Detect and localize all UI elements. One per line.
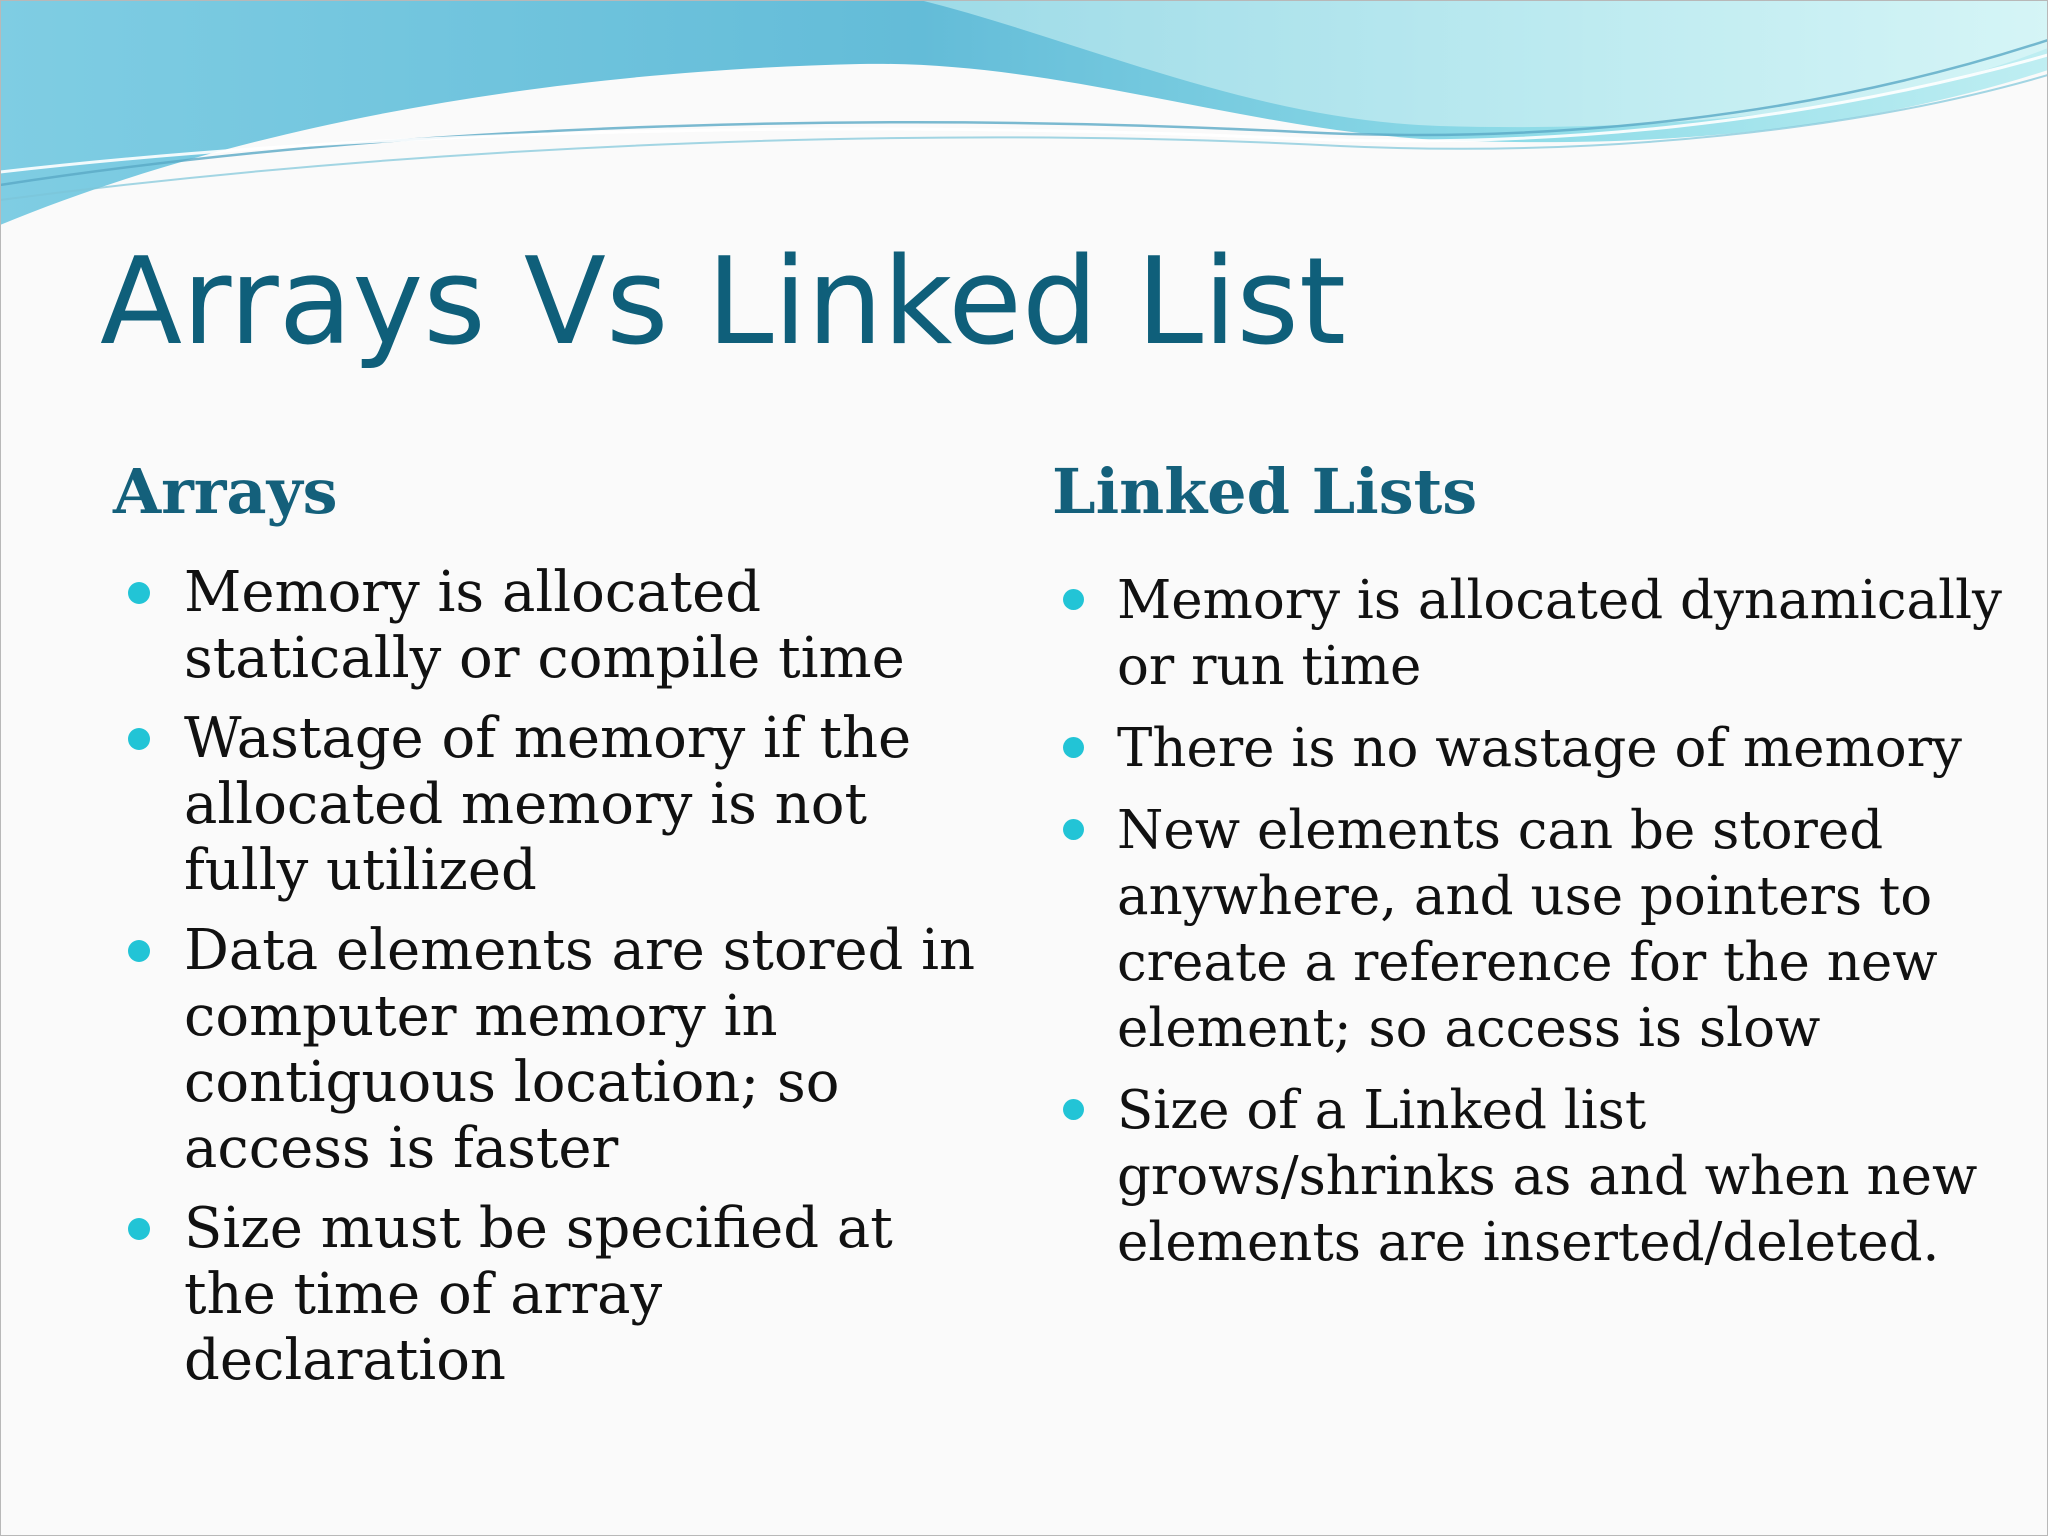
list-item xyxy=(120,918,980,1182)
list-item-text: Memory is allocated dynamically or run time xyxy=(1117,570,2002,697)
slide-title: Arrays Vs Linked List xyxy=(100,233,1346,372)
arrays-heading: Arrays xyxy=(113,455,338,528)
arrays-bullet-list xyxy=(120,560,980,1408)
linked-lists-heading: Linked Lists xyxy=(1052,455,1478,528)
list-item xyxy=(120,560,980,692)
bullet-icon xyxy=(1063,737,1084,758)
list-item xyxy=(120,1196,980,1394)
list-item xyxy=(1055,568,2015,700)
list-item-text: Size must be specified at the time of array declaration xyxy=(184,1196,893,1393)
list-item xyxy=(1055,716,2015,782)
bullet-icon xyxy=(128,940,150,962)
list-item xyxy=(120,706,980,904)
bullet-icon xyxy=(128,582,150,604)
list-item-text: Memory is allocated statically or compile time xyxy=(184,560,905,691)
bullet-icon xyxy=(1063,589,1084,610)
list-item xyxy=(1055,798,2015,1062)
list-item-text: Size of a Linked list grows/shrinks as and when new elements are inserted/deleted. xyxy=(1117,1080,1978,1273)
list-item xyxy=(1055,1078,2015,1276)
bullet-icon xyxy=(1063,1099,1084,1120)
bullet-icon xyxy=(1063,819,1084,840)
list-item-text: There is no wastage of memory xyxy=(1117,718,1962,779)
linked-lists-bullet-list xyxy=(1055,568,2015,1292)
list-item-text: Data elements are stored in computer memory in contiguous location; so access is faster xyxy=(184,918,976,1181)
decorative-wave-banner xyxy=(0,0,2048,240)
list-item-text: Wastage of memory if the allocated memory is not fully utilized xyxy=(184,706,912,903)
list-item-text: New elements can be stored anywhere, and use pointers to create a reference for the new element; so access is slow xyxy=(1117,800,1938,1059)
bullet-icon xyxy=(128,1218,150,1240)
bullet-icon xyxy=(128,728,150,750)
